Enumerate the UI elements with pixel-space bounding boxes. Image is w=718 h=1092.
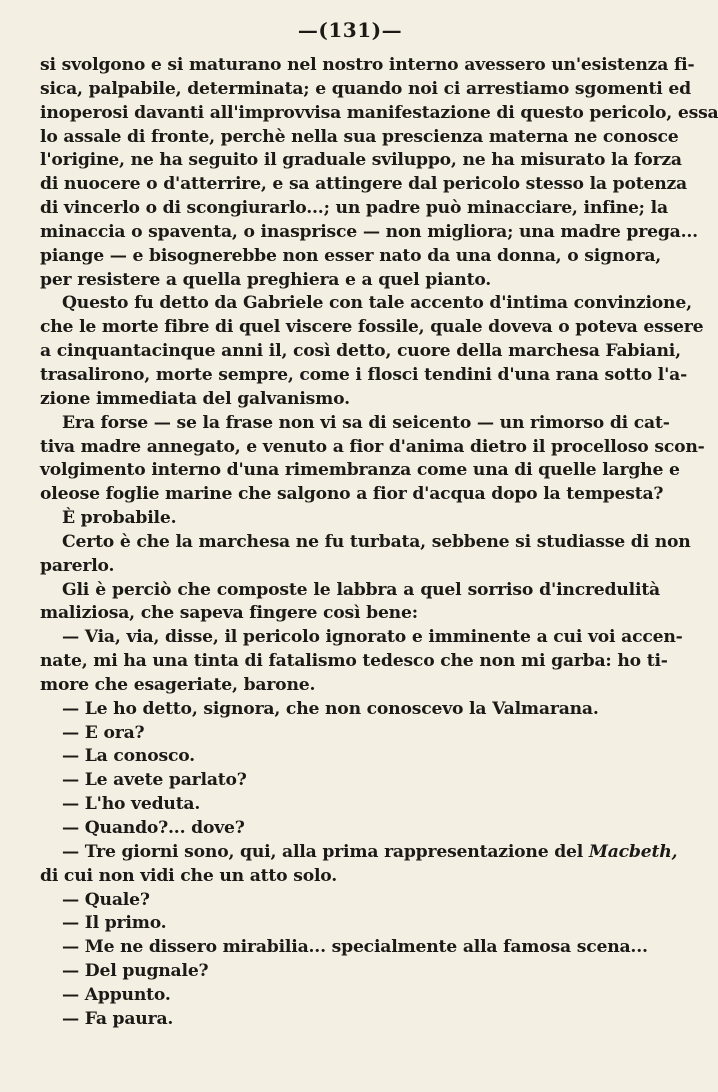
text-line: Certo è che la marchesa ne fu turbata, sebbene si studiasse di non: [62, 531, 691, 552]
text-line: È probabile.: [62, 508, 177, 529]
text-line: parerlo.: [40, 555, 115, 576]
text-line: maliziosa, che sapeva fingere così bene:: [40, 603, 418, 624]
text-line: inoperosi davanti all'improvvisa manifestazione di questo pericolo, essa: [40, 102, 718, 123]
text-line: oleose foglie marine che salgono a fior d'acqua dopo la tempesta?: [40, 484, 664, 505]
text-line: di vincerlo o di scongiurarlo...; un padre può minacciare, infine; la: [40, 198, 668, 219]
text-line: — Del pugnale?: [62, 961, 209, 982]
text-line: — Il primo.: [62, 913, 167, 934]
text-line: l'origine, ne ha seguito il graduale sviluppo, ne ha misurato la forza: [40, 150, 682, 171]
text-line: a cinquantacinque anni il, così detto, cuore della marchesa Fabiani,: [40, 341, 681, 362]
text-line: — La conosco.: [62, 746, 195, 767]
text-line: Gli è perciò che composte le labbra a quel sorriso d'incredulità: [62, 579, 660, 600]
text-line: — Quando?... dove?: [62, 818, 245, 838]
text-line: che le morte fibre di quel viscere fossile, quale doveva o poteva essere: [40, 317, 704, 338]
text-line: — L'ho veduta.: [62, 794, 201, 815]
text-line: piange — e bisognerebbe non esser nato da una donna, o signora,: [40, 245, 662, 266]
text-line: — Le avete parlato?: [62, 770, 247, 791]
text-line: trasalirono, morte sempre, come i flosci tendini d'una rana sotto l'a-: [40, 364, 688, 385]
text-line: di nuocere o d'atterrire, e sa attingere dal pericolo stesso la potenza: [40, 174, 687, 195]
text-line: di cui non vidi che un atto solo.: [40, 865, 338, 886]
text-line: — Le ho detto, signora, che non conoscevo la Valmarana.: [62, 698, 599, 719]
text-body: [40, 54, 718, 1032]
italic-title: Macbeth,: [588, 841, 678, 862]
text-line: zione immediata del galvanismo.: [40, 388, 350, 409]
text-line: minaccia o spaventa, o inasprisce — non migliora; una madre prega...: [40, 221, 698, 242]
text-line: — Fa paura.: [62, 1008, 174, 1029]
text-line: more che esageriate, barone.: [40, 674, 316, 695]
text-line: lo assale di fronte, perchè nella sua prescienza materna ne conosce: [40, 126, 679, 147]
text-line: — Appunto.: [62, 984, 171, 1005]
text-line: si svolgono e si maturano nel nostro interno avessero un'esistenza fi-: [40, 55, 695, 75]
text-line: — Via, via, disse, il pericolo ignorato e imminente a cui voi accen-: [62, 627, 683, 648]
text-line: volgimento interno d'una rimembranza come una di quelle larghe e: [40, 460, 680, 481]
text-line: — Quale?: [62, 889, 150, 910]
text-line: tiva madre annegato, e venuto a fior d'anima dietro il procelloso scon-: [40, 436, 705, 457]
text-line: — Me ne dissero mirabilia... specialmente alla famosa scena...: [62, 937, 648, 958]
text-line: sica, palpabile, determinata; e quando noi ci arrestiamo sgomenti ed: [40, 78, 691, 99]
text-line: — Tre giorni sono, qui, alla prima rappresentazione del Macbeth,: [62, 841, 678, 862]
text-line: Questo fu detto da Gabriele con tale accento d'intima convinzione,: [62, 293, 692, 314]
text-line: per resistere a quella preghiera e a quel pianto.: [40, 269, 492, 290]
text-line: — E ora?: [62, 722, 145, 743]
text-line: nate, mi ha una tinta di fatalismo tedesco che non mi garba: ho ti-: [40, 651, 668, 672]
page-number-header: —(131)—: [297, 18, 403, 42]
text-line: Era forse — se la frase non vi sa di seicento — un rimorso di cat-: [62, 412, 670, 433]
